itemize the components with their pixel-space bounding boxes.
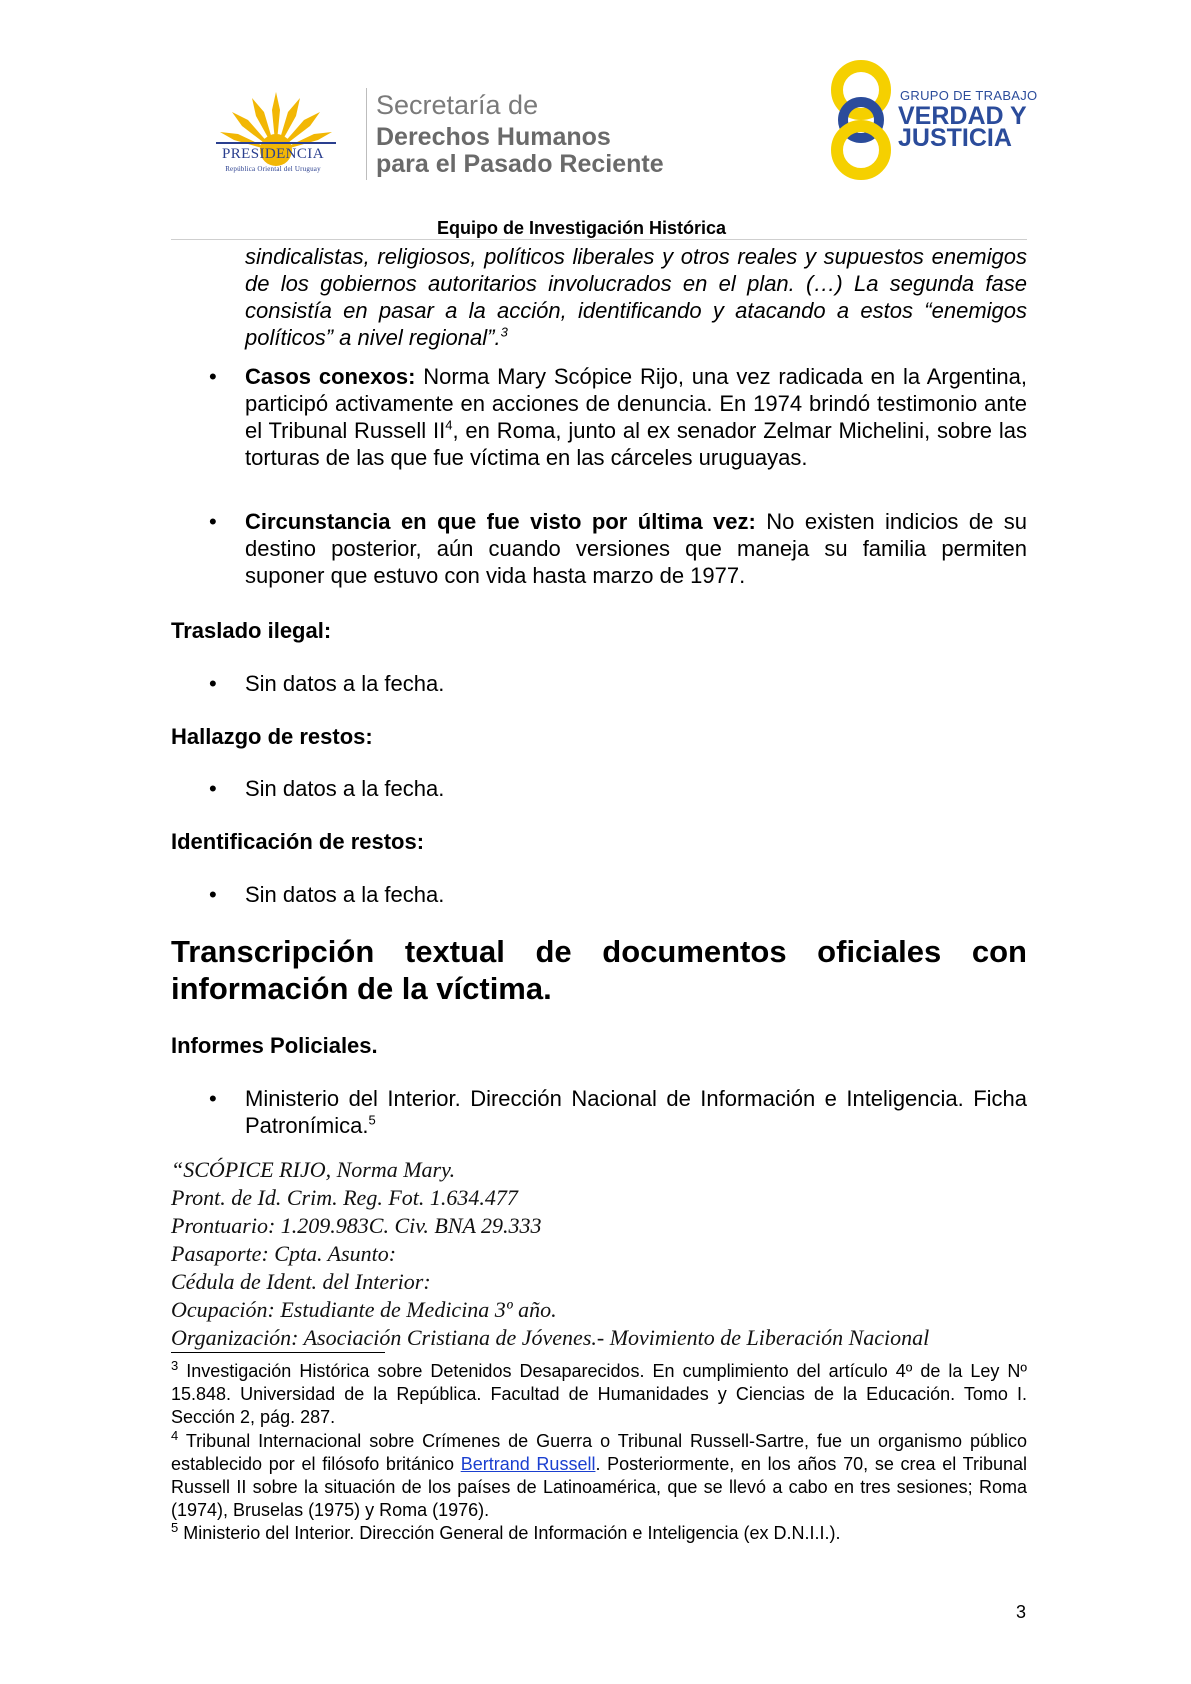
list-item-circunstancia [245,508,1027,589]
bullet-text: Norma Mary Scópice Rijo, una vez radicada en la Argentina, participó activamente en acciones de denuncia. En 1974 brindó testimonio ante el Tribunal Russell II [245,364,1027,443]
heading-informes: Informes Policiales. [171,1033,378,1058]
footnote-4 [171,1430,1027,1522]
section-title: Transcripción textual de documentos oficiales con información de la víctima. [171,934,1027,1006]
page-number: 3 [1016,1602,1027,1622]
grupo-trabajo-label: GRUPO DE TRABAJO [900,88,1038,103]
footnote-text: Tribunal Internacional sobre Crímenes de Guerra o Tribunal Russell-Sartre, fue un organismo público establecido por el filósofo británico [171,1431,1027,1474]
bullet-label: Casos conexos: [245,364,416,389]
heading-traslado: Traslado ilegal: [171,618,332,643]
footnote-number: 5 [171,1520,179,1535]
footnote-ref-5[interactable]: 5 [368,1112,376,1128]
footnote-number: 4 [171,1428,179,1443]
presidencia-sun-logo [196,82,356,178]
quote-paragraph [245,243,1027,351]
bertrand-russell-link[interactable]: Bertrand Russell [460,1454,596,1474]
bullet-text: , en Roma, junto al ex senador Zelmar Michelini, sobre las torturas de las que fue víctima en las cárceles uruguayas. [245,418,1027,470]
list-item: Sin datos a la fecha. [245,776,445,801]
header-rule [171,239,1027,240]
list-item-casos-conexos [245,363,1027,471]
presidencia-title: PRESIDENCIA [222,146,324,162]
footnote-text: Investigación Histórica sobre Detenidos Desaparecidos. En cumplimiento del artículo 4º de la Ley Nº 15.848. Universidad de la República. Facultad de Humanidades y Ciencias de la Educación. Tomo I. Sección 2, pág. 287. [171,1361,1027,1427]
bullet-icon: • [209,364,217,389]
secretaria-line-2: Derechos Humanos [376,123,611,151]
document-line: “SCÓPICE RIJO, Norma Mary. [171,1157,456,1182]
footnote-separator [171,1352,385,1353]
document-line: Pront. de Id. Crim. Reg. Fot. 1.634.477 [171,1185,518,1210]
heading-identificacion: Identificación de restos: [171,829,425,854]
bullet-text: No existen indicios de su destino posterior, aún cuando versiones que maneja su familia permiten suponer que estuvo con vida hasta marzo de 1977. [245,509,1027,588]
quote-text: sindicalistas, religiosos, políticos liberales y otros reales y supuestos enemigos de los gobiernos autoritarios involucrados en el plan. (…) La segunda fase consistía en pasar a la acción, identificando y atacando a estos “enemigos políticos” a nivel regional”. [245,244,1027,350]
bullet-icon: • [209,776,217,801]
document-line: Prontuario: 1.209.983C. Civ. BNA 29.333 [171,1213,542,1238]
bullet-icon: • [209,671,217,696]
bullet-icon: • [209,882,217,907]
justicia-label: JUSTICIA [898,124,1012,152]
bullet-icon: • [209,1086,217,1111]
verdad-label: VERDAD Y [898,102,1027,130]
list-item: Sin datos a la fecha. [245,882,445,907]
footnote-text: . Posteriormente, en los años 70, se crea el Tribunal Russell II sobre la situación de los países de Latinoamérica, que se llevó a cabo en tres sesiones; Roma (1974), Bruselas (1975) y Roma (1976). [171,1454,1027,1520]
secretaria-line-1: Secretaría de [376,90,539,120]
footnote-text: Ministerio del Interior. Dirección General de Información e Inteligencia (ex D.N.I.I.). [178,1523,841,1543]
footnote-ref-4[interactable]: 4 [445,417,453,433]
verdad-justicia-logo [822,58,900,182]
secretaria-line-3: para el Pasado Reciente [376,150,664,178]
footnote-3 [171,1360,1027,1429]
team-title: Equipo de Investigación Histórica [437,218,727,238]
heading-hallazgo: Hallazgo de restos: [171,724,373,749]
footnote-5 [171,1522,1027,1545]
bullet-label: Circunstancia en que fue visto por última vez: [245,509,756,534]
bullet-icon: • [209,509,217,534]
list-item-ministerio [245,1085,1027,1139]
footnote-number: 3 [171,1358,179,1373]
document-line: Organización: Asociación Cristiana de Jóvenes.- Movimiento de Liberación Nacional [171,1325,930,1350]
header-divider [366,88,367,180]
document-line: Pasaporte: Cpta. Asunto: [171,1241,397,1266]
list-item: Sin datos a la fecha. [245,671,445,696]
document-line: Cédula de Ident. del Interior: [171,1269,431,1294]
document-line: Ocupación: Estudiante de Medicina 3º año. [171,1297,557,1322]
bullet-text: Ministerio del Interior. Dirección Nacional de Información e Inteligencia. Ficha Patronímica. [245,1086,1027,1138]
presidencia-subtitle: República Oriental del Uruguay [225,165,321,173]
footnote-ref-3[interactable]: 3 [500,324,508,340]
